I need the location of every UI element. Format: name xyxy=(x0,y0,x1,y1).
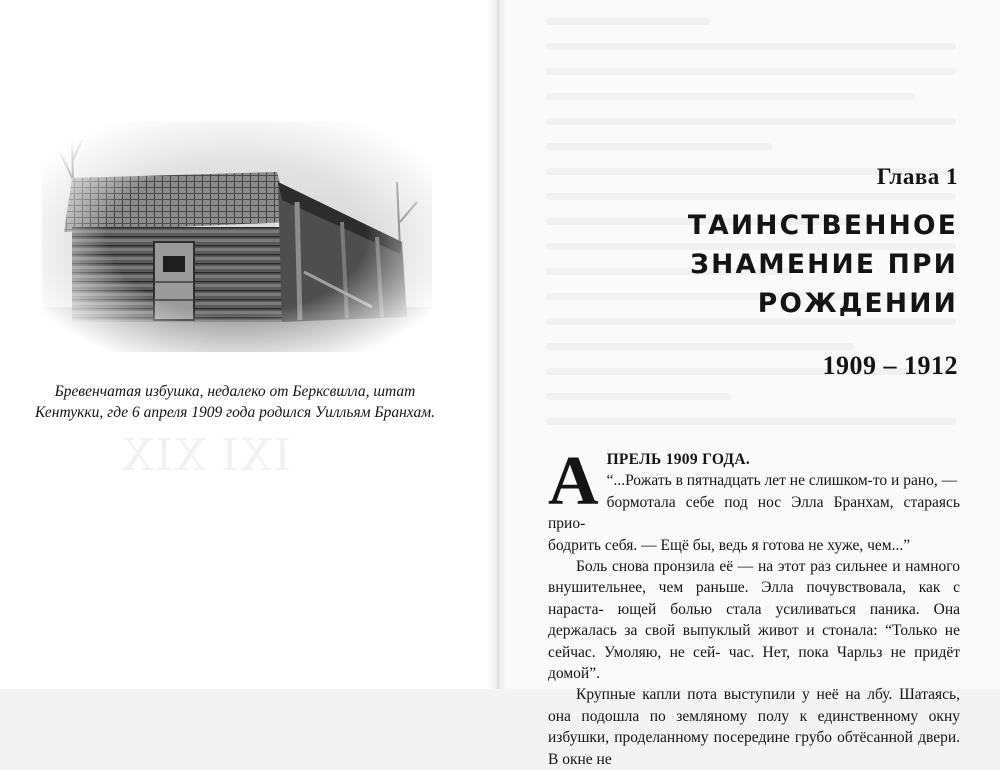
opening-line: “...Рожать в пятнадцать лет не слишком-то и рано, — xyxy=(606,472,958,490)
opening-line: бодрить себя. — Ещё бы, ведь я готова не хуже, чем...” xyxy=(548,536,911,554)
book-gutter xyxy=(488,0,508,689)
body-paragraph: Крупные капли пота выступили у неё на лбу. Шатаясь, она подошла по земляному полу к единственному окну избушки, проделанному посередине грубо обтёсанной двери. В окне не xyxy=(548,686,960,768)
chapter-label: Глава 1 xyxy=(876,164,958,189)
caption-line: Бревенчатая избушка, недалеко от Берксвилла, штат xyxy=(54,383,416,400)
opening-paragraph xyxy=(548,443,960,556)
chapter-title-line: ТАИНСТВЕННОЕ xyxy=(687,210,958,241)
log-cabin-photo xyxy=(42,122,432,352)
chapter-title-line: РОЖДЕНИИ xyxy=(757,288,958,319)
chapter-body xyxy=(548,443,960,770)
lead-text: ПРЕЛЬ 1909 ГОДА. xyxy=(606,451,751,468)
photo-caption xyxy=(20,381,450,423)
caption-line: Кентукки, где 6 апреля 1909 года родился Уилльям Бранхам. xyxy=(35,404,435,421)
chapter-title xyxy=(578,206,958,323)
bleed-through-text: ⅠⅩⅠ ⅩⅠⅩ xyxy=(120,431,292,480)
body-paragraph: Боль снова пронзила её — на этот раз сильнее и намного внушительнее, чем раньше. Элла почувствовала, как с нараста- ющей болью стала усиливаться паника. Она держалась за свой выпуклый живот и стонала: “Только не сейчас. Умоляю, не сей- час. Нет, пока Чарльз не придёт домой”. xyxy=(548,558,960,683)
opening-line: бормотала себе под нос Элла Бранхам, стараясь прио- xyxy=(548,493,960,533)
chapter-years: 1909 – 1912 xyxy=(822,351,958,380)
left-page xyxy=(0,0,496,689)
chapter-title-line: ЗНАМЕНИЕ ПРИ xyxy=(690,249,958,280)
drop-cap: А xyxy=(548,443,599,520)
